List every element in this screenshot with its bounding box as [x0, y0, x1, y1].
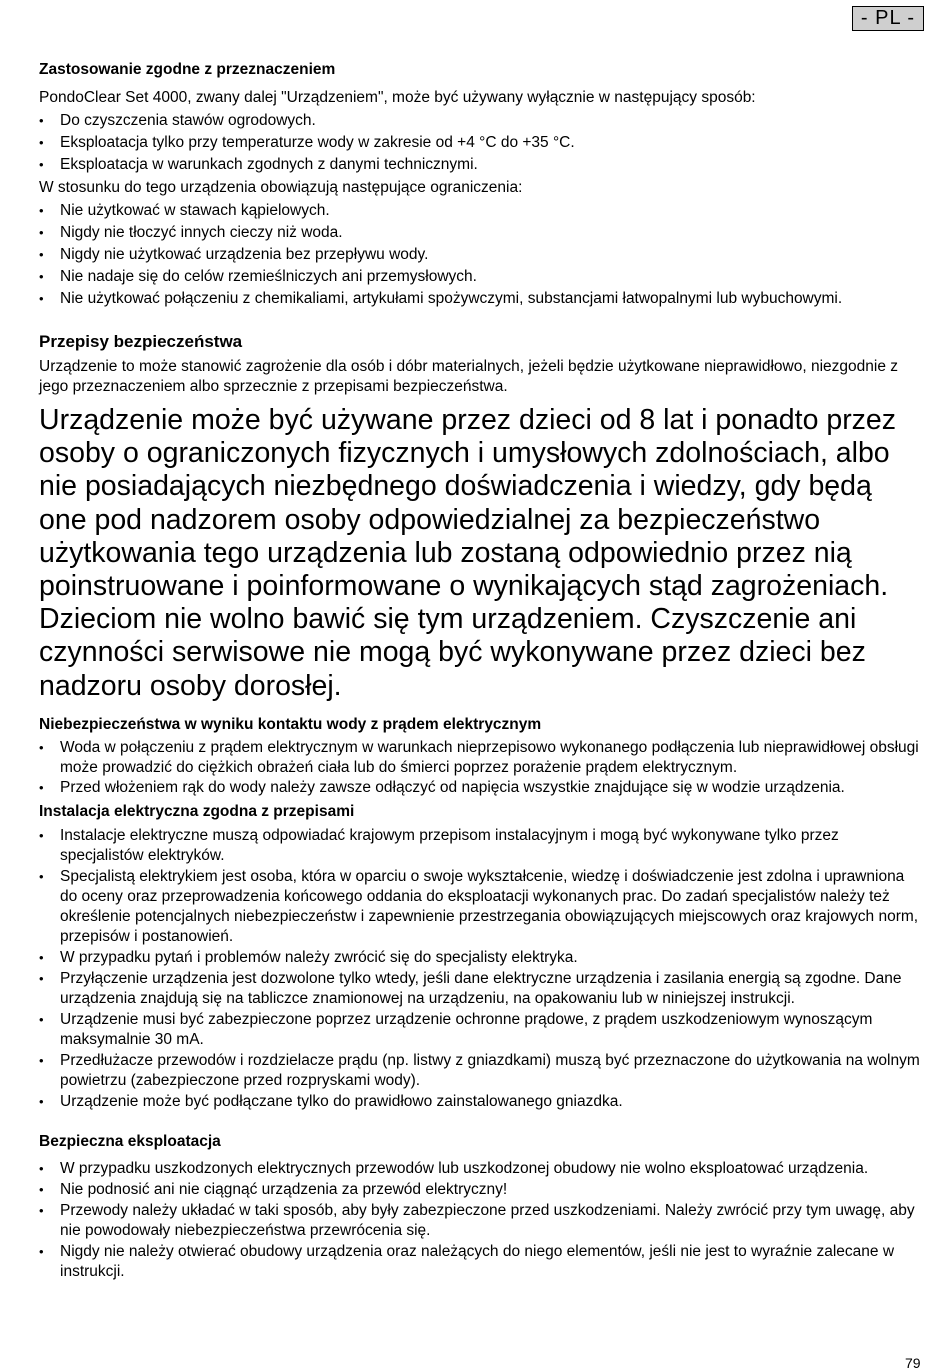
section-title-intended-use: Zastosowanie zgodne z przeznaczeniem — [39, 61, 336, 78]
list-item: • Nie nadaje się do celów rzemieślniczych ani przemysłowych. — [39, 267, 924, 287]
safety-intro: Urządzenie to może stanowić zagrożenie dla osób i dóbr materialnych, jeżeli będzie użytkowane nieprawidłowo, niezgodnie z jego przeznaczeniem albo sprzecznie z przepisami bezpieczeństwa. — [39, 358, 899, 395]
list-item: • Woda w połączeniu z prądem elektrycznym w warunkach nieprzepisowo wykonanego podłączenia lub nieprawidłowej obsługi może prowadzić do ciężkich obrażeń ciała lub do śmierci poprzez porażenie prądem elektrycznym. — [39, 738, 924, 778]
list-item: • Nie podnosić ani nie ciągnąć urządzenia za przewód elektryczny! — [39, 1180, 924, 1200]
safe-operation-list — [39, 1159, 924, 1282]
list-item: • Nigdy nie tłoczyć innych cieczy niż woda. — [39, 223, 924, 243]
language-tag: - PL - — [852, 6, 924, 31]
list-item: • Specjalistą elektrykiem jest osoba, która w oparciu o swoje wykształcenie, wiedzę i doświadczenie jest zdolna i uprawniona do oceny oraz przeprowadzenia końcowego oddania do eksploatacji wykonanych prac. Do zadań specjalistów należy też określenie potencjalnych niebezpieczeństw i zapewnienie przestrzegania obowiązujących miejscowych oraz krajowych norm, przepisów i postanowień. — [39, 867, 924, 947]
intended-use-list — [39, 111, 924, 175]
list-item: • Przedłużacze przewodów i rozdzielacze prądu (np. listwy z gniazdkami) muszą być przeznaczone do użytkowania na wolnym powietrzu (zabezpieczone przed rozpryskami wody). — [39, 1051, 924, 1091]
restrictions-list — [39, 201, 924, 309]
list-item: • Urządzenie musi być zabezpieczone poprzez urządzenie ochronne prądowe, z prądem uszkodzeniowym wynoszącym maksymalnie 30 mA. — [39, 1010, 924, 1050]
water-electricity-list — [39, 738, 924, 798]
list-item: • Przed włożeniem rąk do wody należy zawsze odłączyć od napięcia wszystkie znajdujące się w wodzie urządzenia. — [39, 778, 924, 798]
list-item: • W przypadku uszkodzonych elektrycznych przewodów lub uszkodzonej obudowy nie wolno eksploatować urządzenia. — [39, 1159, 924, 1179]
list-item: • Nie użytkować w stawach kąpielowych. — [39, 201, 924, 221]
list-item: • Instalacje elektryczne muszą odpowiadać krajowym przepisom instalacyjnym i mogą być wykonywane tylko przez specjalistów elektryków. — [39, 826, 924, 866]
document-body — [39, 60, 924, 1282]
children-safety-notice: Urządzenie może być używane przez dzieci od 8 lat i ponadto przez osoby o ograniczonych fizycznych i umysłowych zdolnościach, albo nie posiadających niezbędnego doświadczenia i wiedzy, gdy będą one pod nadzorem osoby odpowiedzialnej za bezpieczeństwo użytkowania tego urządzenia lub zostaną odpowiednio przez nią poinstruowane i poinformowane o wynikających stąd zagrożeniach. Dzieciom nie wolno bawić się tym urządzeniem. Czyszczenie ani czynności serwisowe nie mogą być wykonywane przez dzieci bez nadzoru osoby dorosłej. — [39, 404, 897, 702]
list-item: • Do czyszczenia stawów ogrodowych. — [39, 111, 924, 131]
section-title-safety: Przepisy bezpieczeństwa — [39, 332, 243, 351]
list-item: • W przypadku pytań i problemów należy zwrócić się do specjalisty elektryka. — [39, 948, 924, 968]
list-item: • Przewody należy układać w taki sposób, aby były zabezpieczone przed uszkodzeniami. Należy zwrócić przy tym uwagę, aby nie powodowały niebezpieczeństwa przewrócenia się. — [39, 1201, 924, 1241]
list-item: • Nigdy nie użytkować urządzenia bez przepływu wody. — [39, 245, 924, 265]
section-title-water-electricity: Niebezpieczeństwa w wyniku kontaktu wody z prądem elektrycznym — [39, 715, 542, 733]
list-item: • Eksploatacja tylko przy temperaturze wody w zakresie od +4 °C do +35 °C. — [39, 133, 924, 153]
section-title-safe-operation: Bezpieczna eksploatacja — [39, 1132, 221, 1150]
restrictions-intro: W stosunku do tego urządzenia obowiązują następujące ograniczenia: — [39, 179, 523, 196]
intended-use-intro: PondoClear Set 4000, zwany dalej "Urządzeniem", może być używany wyłącznie w następujący sposób: — [39, 89, 756, 106]
electrical-install-list — [39, 826, 924, 1112]
page-number: 79 — [905, 1355, 921, 1371]
list-item: • Urządzenie może być podłączane tylko do prawidłowo zainstalowanego gniazdka. — [39, 1092, 924, 1112]
list-item: • Eksploatacja w warunkach zgodnych z danymi technicznymi. — [39, 155, 924, 175]
list-item: • Nigdy nie należy otwierać obudowy urządzenia oraz należących do niego elementów, jeśli nie jest to wyraźnie zalecane w instrukcji. — [39, 1242, 924, 1282]
list-item: • Nie użytkować połączeniu z chemikaliami, artykułami spożywczymi, substancjami łatwopalnymi lub wybuchowymi. — [39, 289, 924, 309]
list-item: • Przyłączenie urządzenia jest dozwolone tylko wtedy, jeśli dane elektryczne urządzenia i zasilania energią są zgodne. Dane urządzenia znajdują się na tabliczce znamionowej na urządzeniu, na opakowaniu lub w niniejszej instrukcji. — [39, 969, 924, 1009]
section-title-electrical-install: Instalacja elektryczna zgodna z przepisami — [39, 802, 355, 820]
